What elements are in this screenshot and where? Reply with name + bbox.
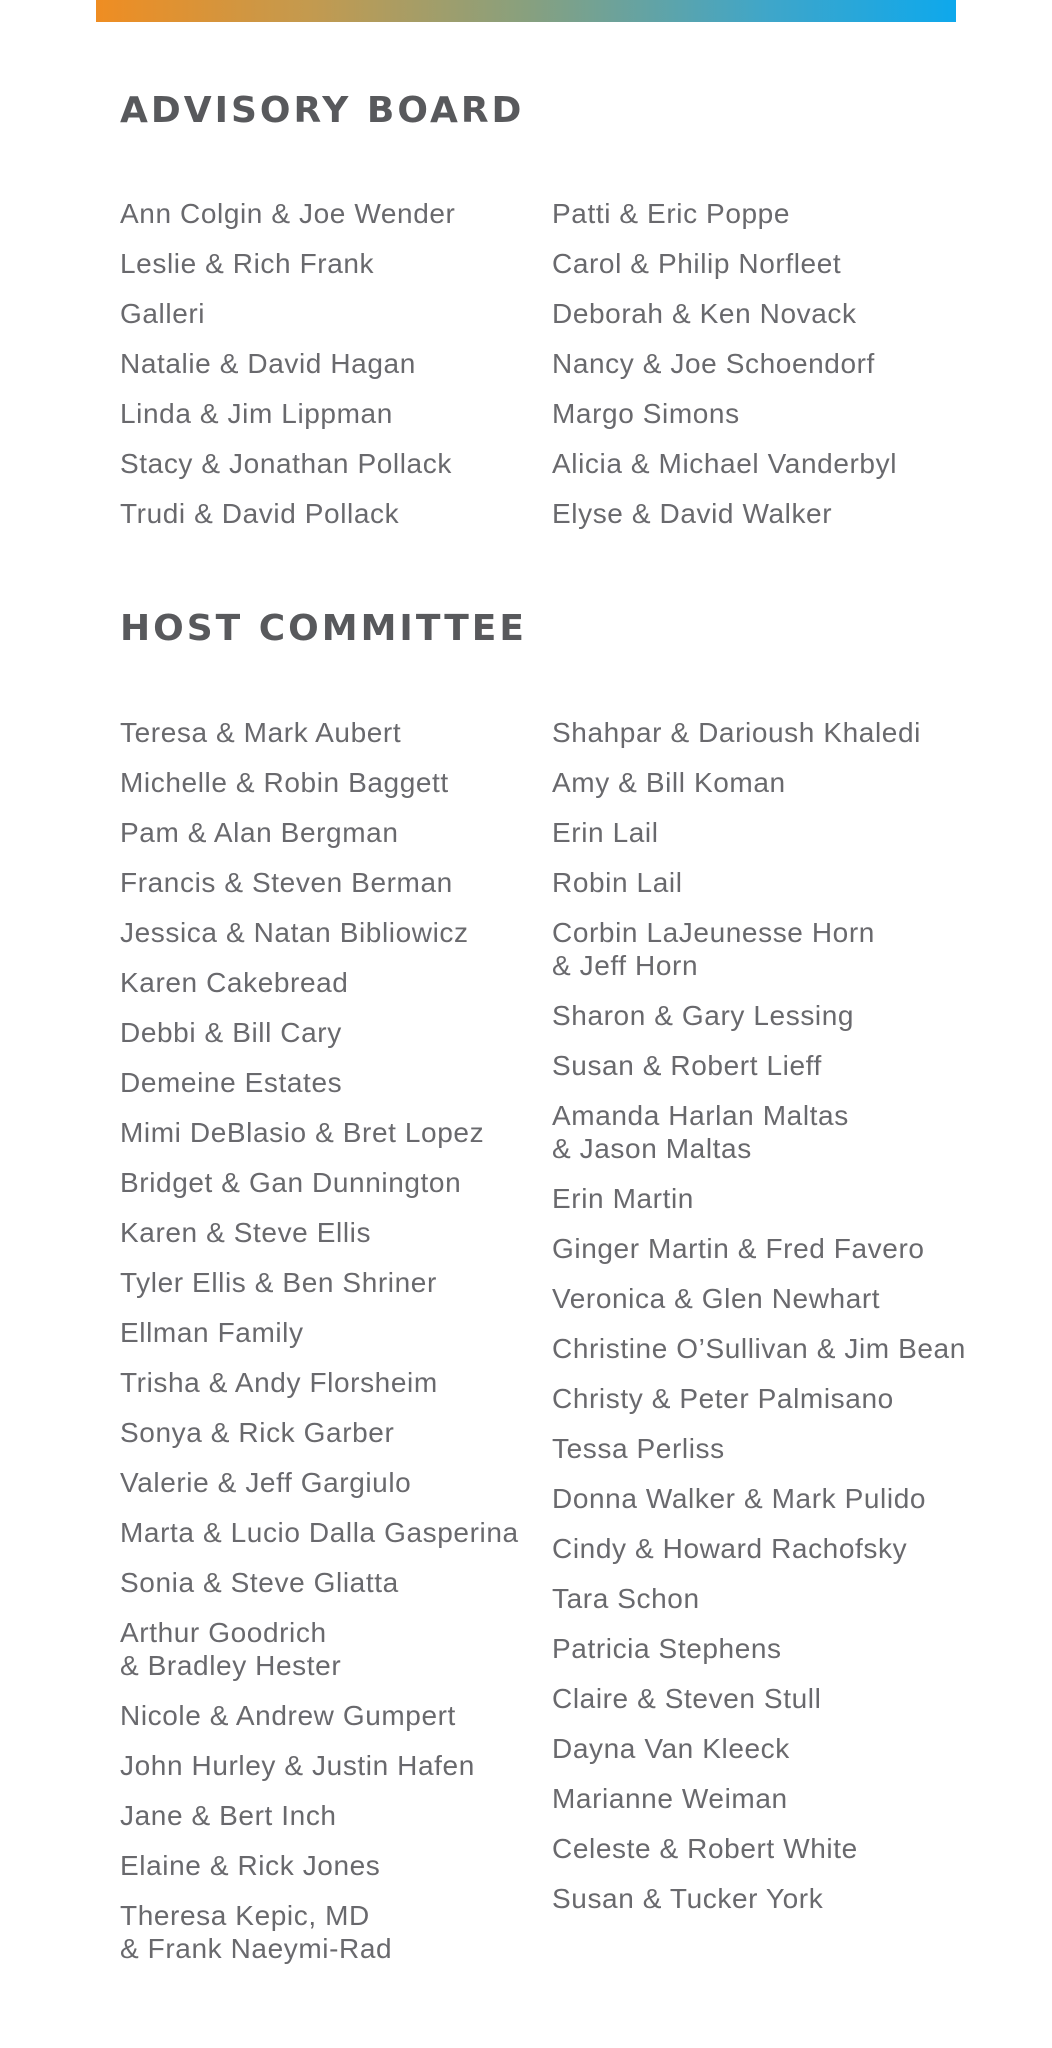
list-item: Michelle & Robin Baggett bbox=[120, 767, 449, 798]
list-item: Deborah & Ken Novack bbox=[552, 298, 857, 329]
list-item: Arthur Goodrich & Bradley Hester bbox=[120, 1617, 342, 1681]
list-item: Claire & Steven Stull bbox=[552, 1683, 822, 1714]
list-item: Sharon & Gary Lessing bbox=[552, 1000, 855, 1031]
list-item: Trisha & Andy Florsheim bbox=[120, 1367, 438, 1398]
host-committee-column-2 bbox=[552, 716, 972, 1932]
list-item: John Hurley & Justin Hafen bbox=[120, 1750, 475, 1781]
list-item: Elaine & Rick Jones bbox=[120, 1850, 381, 1881]
list-item: Donna Walker & Mark Pulido bbox=[552, 1483, 927, 1514]
list-item: Nancy & Joe Schoendorf bbox=[552, 348, 875, 379]
list-item: Theresa Kepic, MD & Frank Naeymi-Rad bbox=[120, 1900, 393, 1964]
list-item: Marta & Lucio Dalla Gasperina bbox=[120, 1517, 519, 1548]
list-item: Natalie & David Hagan bbox=[120, 348, 416, 379]
list-item: Jessica & Natan Bibliowicz bbox=[120, 917, 469, 948]
list-item: Sonia & Steve Gliatta bbox=[120, 1567, 399, 1598]
list-item: Susan & Tucker York bbox=[552, 1883, 824, 1914]
list-item: Veronica & Glen Newhart bbox=[552, 1283, 881, 1314]
advisory-board-column-1 bbox=[120, 197, 540, 547]
list-item: Patti & Eric Poppe bbox=[552, 198, 791, 229]
list-item: Amy & Bill Koman bbox=[552, 767, 786, 798]
list-item: Trudi & David Pollack bbox=[120, 498, 400, 529]
list-item: Erin Lail bbox=[552, 817, 659, 848]
list-item: Amanda Harlan Maltas & Jason Maltas bbox=[552, 1100, 849, 1164]
list-item: Erin Martin bbox=[552, 1183, 694, 1214]
list-item: Patricia Stephens bbox=[552, 1633, 782, 1664]
list-item: Leslie & Rich Frank bbox=[120, 248, 375, 279]
list-item: Mimi DeBlasio & Bret Lopez bbox=[120, 1117, 485, 1148]
list-item: Alicia & Michael Vanderbyl bbox=[552, 448, 898, 479]
list-item: Teresa & Mark Aubert bbox=[120, 717, 402, 748]
list-item: Robin Lail bbox=[552, 867, 683, 898]
list-item: Galleri bbox=[120, 298, 206, 329]
list-item: Christine O’Sullivan & Jim Bean bbox=[552, 1333, 966, 1364]
list-item: Nicole & Andrew Gumpert bbox=[120, 1700, 456, 1731]
list-item: Christy & Peter Palmisano bbox=[552, 1383, 894, 1414]
list-item: Celeste & Robert White bbox=[552, 1833, 858, 1864]
list-item: Corbin LaJeunesse Horn & Jeff Horn bbox=[552, 917, 875, 981]
list-item: Marianne Weiman bbox=[552, 1783, 788, 1814]
advisory-board-column-2 bbox=[552, 197, 972, 547]
list-item: Susan & Robert Lieff bbox=[552, 1050, 822, 1081]
list-item: Ginger Martin & Fred Favero bbox=[552, 1233, 925, 1264]
list-item: Sonya & Rick Garber bbox=[120, 1417, 395, 1448]
list-item: Shahpar & Darioush Khaledi bbox=[552, 717, 921, 748]
host-committee-column-1 bbox=[120, 716, 540, 1982]
list-item: Demeine Estates bbox=[120, 1067, 343, 1098]
list-item: Ellman Family bbox=[120, 1317, 304, 1348]
list-item: Karen Cakebread bbox=[120, 967, 349, 998]
list-item: Valerie & Jeff Gargiulo bbox=[120, 1467, 412, 1498]
list-item: Tyler Ellis & Ben Shriner bbox=[120, 1267, 437, 1298]
gradient-header-bar bbox=[96, 0, 956, 22]
list-item: Elyse & David Walker bbox=[552, 498, 833, 529]
list-item: Francis & Steven Berman bbox=[120, 867, 453, 898]
list-item: Margo Simons bbox=[552, 398, 740, 429]
list-item: Bridget & Gan Dunnington bbox=[120, 1167, 462, 1198]
list-item: Ann Colgin & Joe Wender bbox=[120, 198, 456, 229]
list-item: Karen & Steve Ellis bbox=[120, 1217, 372, 1248]
list-item: Tessa Perliss bbox=[552, 1433, 725, 1464]
list-item: Debbi & Bill Cary bbox=[120, 1017, 342, 1048]
list-item: Carol & Philip Norfleet bbox=[552, 248, 842, 279]
list-item: Dayna Van Kleeck bbox=[552, 1733, 790, 1764]
list-item: Jane & Bert Inch bbox=[120, 1800, 337, 1831]
list-item: Cindy & Howard Rachofsky bbox=[552, 1533, 908, 1564]
list-item: Linda & Jim Lippman bbox=[120, 398, 393, 429]
list-item: Tara Schon bbox=[552, 1583, 700, 1614]
host-committee-heading: HOST COMMITTEE bbox=[120, 608, 527, 649]
list-item: Stacy & Jonathan Pollack bbox=[120, 448, 452, 479]
list-item: Pam & Alan Bergman bbox=[120, 817, 399, 848]
advisory-board-heading: ADVISORY BOARD bbox=[120, 90, 525, 131]
